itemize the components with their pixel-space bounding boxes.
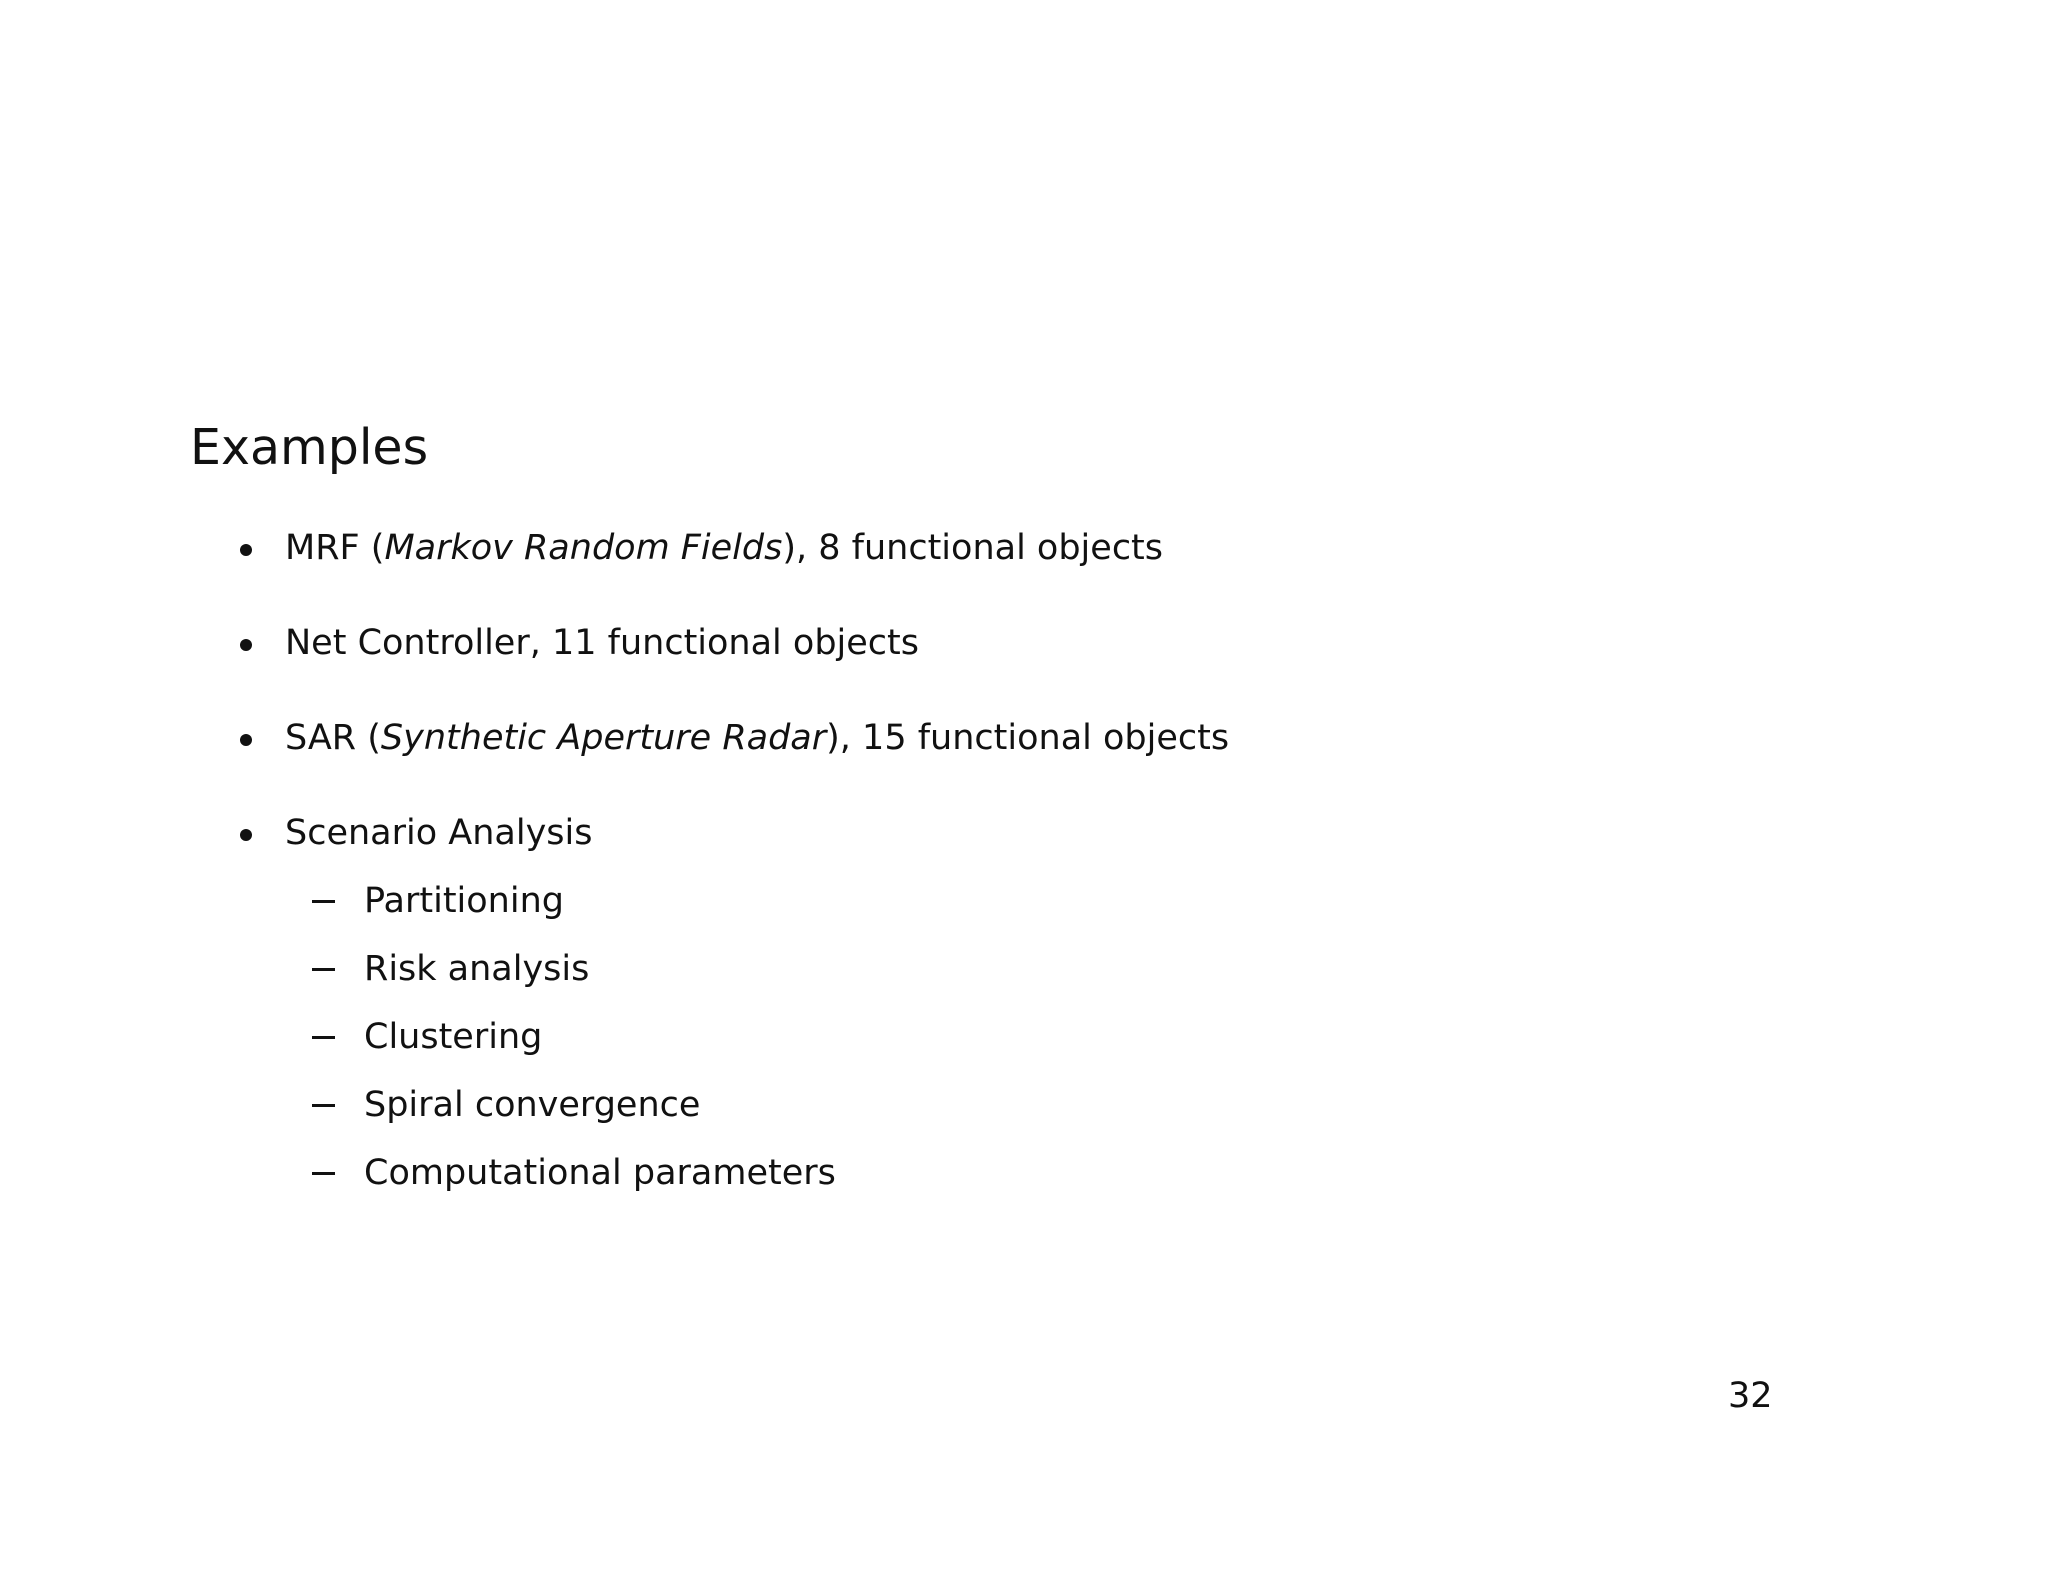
subitem-text: Spiral convergence [364, 1085, 701, 1125]
dash-icon [312, 1104, 335, 1107]
slide-title: Examples [190, 419, 429, 476]
bullet-dot-icon [240, 734, 252, 746]
subitem-text: Risk analysis [364, 949, 590, 989]
bullet-dot-icon [240, 639, 252, 651]
subitem-text: Computational parameters [364, 1153, 836, 1193]
dash-icon [312, 968, 335, 971]
subitem-text: Clustering [364, 1017, 543, 1057]
page-number: 32 [1728, 1376, 1773, 1416]
dash-icon [312, 1172, 335, 1175]
bullet-dot-icon [240, 544, 252, 556]
dash-icon [312, 1036, 335, 1039]
subitem-text: Partitioning [364, 881, 564, 921]
bullet-dot-icon [240, 829, 252, 841]
bullet-text: Scenario Analysis [285, 813, 593, 853]
bullet-text: Net Controller, 11 functional objects [285, 623, 919, 663]
bullet-text: SAR (Synthetic Aperture Radar), 15 functional objects [285, 718, 1230, 758]
bullet-text: MRF (Markov Random Fields), 8 functional objects [285, 528, 1164, 568]
dash-icon [312, 900, 335, 903]
